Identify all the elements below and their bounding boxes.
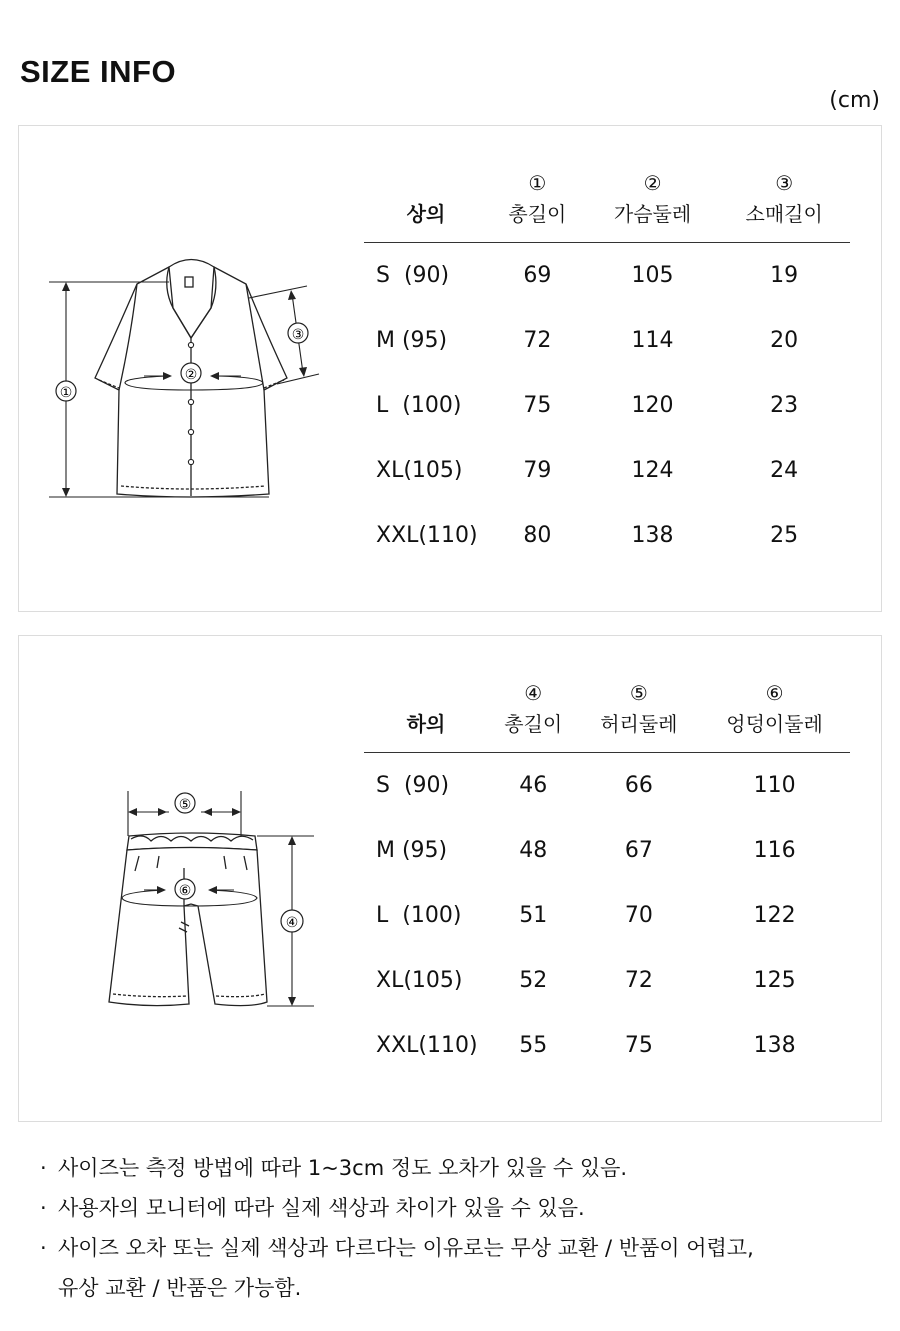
page-title: SIZE INFO — [20, 54, 177, 89]
marker-3: ③ — [291, 327, 305, 343]
marker-4: ④ — [285, 915, 299, 931]
top-size-table — [364, 168, 850, 568]
note-item: · 사용자의 모니터에 따라 실제 색상과 차이가 있을 수 있음. — [40, 1196, 585, 1220]
table-row: L (100) 75 120 23 — [376, 393, 799, 418]
unit-label: (cm) — [829, 88, 880, 113]
bottom-col-waist: ⑤ 허리둘레 — [600, 681, 678, 736]
notes-list — [40, 1148, 880, 1308]
table-row: M (95) 72 114 20 — [376, 328, 799, 353]
table-row: S (90) 69 105 19 — [376, 263, 799, 288]
table-row: XXL(110) 80 138 25 — [376, 523, 799, 548]
bottom-table-header: 하의 — [406, 712, 446, 736]
table-row: M (95) 48 67 116 — [376, 838, 796, 863]
top-col-chest: ② 가슴둘레 — [613, 171, 692, 226]
table-row: XL(105) 52 72 125 — [376, 968, 796, 993]
bottom-col-length: ④ 총길이 — [504, 681, 563, 736]
table-row: XL(105) 79 124 24 — [376, 458, 799, 483]
note-item: · 사이즈 오차 또는 실제 색상과 다르다는 이유로는 무상 교환 / 반품이 어렵고, 유상 교환 / 반품은 가능함. — [40, 1236, 754, 1300]
marker-6: ⑥ — [178, 883, 192, 899]
bottom-size-table — [364, 678, 850, 1078]
top-table-header: 상의 — [406, 202, 446, 226]
marker-1: ① — [59, 385, 73, 401]
shorts-illustration — [19, 636, 364, 1121]
top-size-panel — [18, 125, 882, 612]
marker-5: ⑤ — [178, 797, 192, 813]
marker-2: ② — [184, 367, 198, 383]
shirt-illustration — [19, 126, 364, 611]
top-col-sleeve: ③ 소매길이 — [745, 171, 823, 226]
table-row: L (100) 51 70 122 — [376, 903, 796, 928]
bottom-col-hip: ⑥ 엉덩이둘레 — [726, 681, 823, 736]
top-col-length: ① 총길이 — [508, 171, 567, 226]
table-row: XXL(110) 55 75 138 — [376, 1033, 796, 1058]
note-item: · 사이즈는 측정 방법에 따라 1~3cm 정도 오차가 있을 수 있음. — [40, 1156, 628, 1180]
bottom-size-panel — [18, 635, 882, 1122]
table-row: S (90) 46 66 110 — [376, 773, 796, 798]
